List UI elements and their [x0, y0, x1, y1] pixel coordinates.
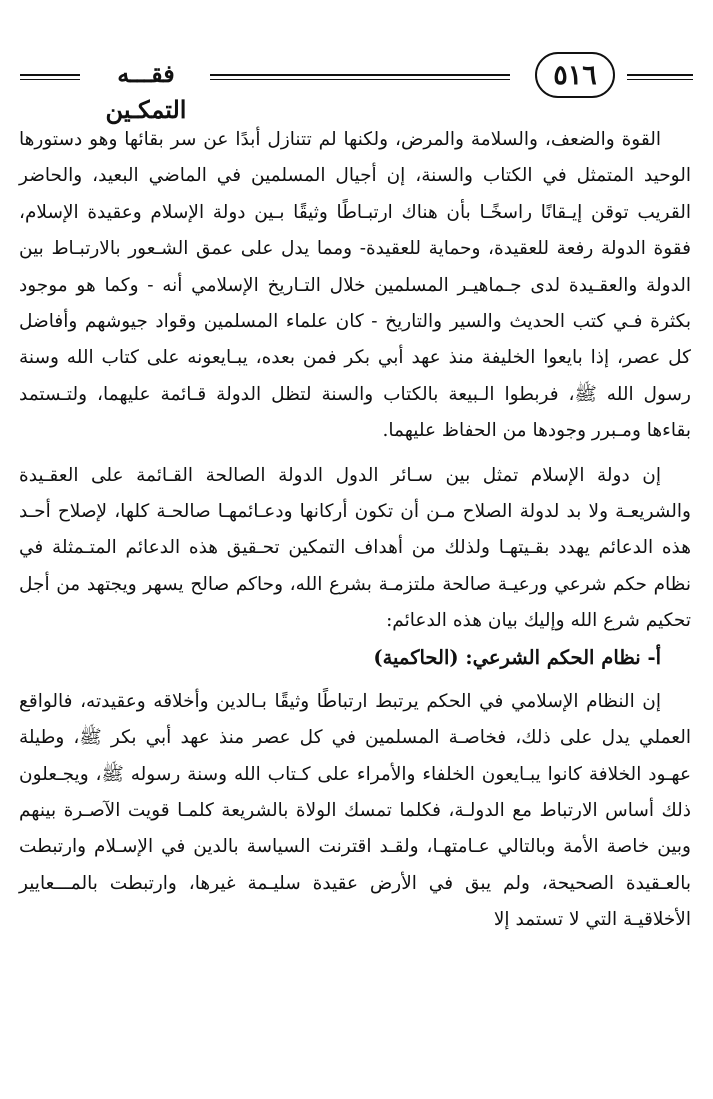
body-text — [19, 122, 691, 939]
paragraph: إن دولة الإسلام تمثل بين سـائر الدول الدولة الصالحة القـائمة على العقـيدة والشريعـة ولا بد لدولة الصلاح مـن أن تكون أركانها ودعـائمهـا صالحـة كلها، لإصلاح أحـد هذه الدعائم يهدد بقـيتهـا ولذلك من أهداف التمكين تحـقيق هذه الدعائم المتـمثلة في نظام حكم شرعي ورعيـة صالحة ملتزمـة بشرع الله، وحاكم صالح يسهر ويجتهد من أجل تحكيم شرع الله وإليك بيان هذه الدعائم: — [19, 464, 691, 632]
section-subheading: أ- نظام الحكم الشرعي: (الحاكمية) — [373, 645, 661, 669]
header-rule-right — [627, 74, 693, 80]
running-title: فقـــه التمكـين — [105, 59, 187, 124]
header-rule-left — [20, 74, 80, 80]
paragraph: إن النظام الإسلامي في الحكم يرتبط ارتباطًا وثيقًا بـالدين وأخلاقه وعقيدته، فالواقع العملي يدل على ذلك، فخاصـة المسلمين في كل عصر منذ عهد أبي بكر ﷺ، وطيلة عهـود الخلافة كانوا يبـايعون الخلفاء والأمراء على كـتاب الله وسنة رسوله ﷺ، ويجـعلون ذلك أساس الارتباط مع الدولـة، فكلما تمسك الولاة بالشريعة كلمـا قويت الآصـرة بينهم وبين خاصة الأمة وبالتالي عـامتهـا، ولقـد اقترنت السياسة بالدين في الإسـلام وارتبطت بالعـقيدة الصحيحة، ولم يبق في الأرض عقيدة سليـمة غيرها، وارتبطت بالمـــعايير الأخلاقيـة التي لا تستمد إلا — [19, 690, 691, 931]
page-number-badge: ٥١٦ — [535, 52, 615, 98]
page-header — [20, 46, 693, 124]
header-rule-middle — [210, 74, 510, 80]
paragraph: القوة والضعف، والسلامة والمرض، ولكنها لم تتنازل أبدًا عن سر بقائها وهو دستورها الوحيد المتمثل في الكتاب والسنة، إن أجيال المسلمين في الماضي البعيد، والحاضر القريب توقن إيـقانًا راسخًـا بأن هناك ارتبـاطًا وثيقًا بـين دولة الإسلام وعقيدة الإسلام، فقوة الدولة رفعة للعقيدة، وحماية للعقيدة- ومما يدل على عمق الشـعور بالارتبـاط بين الدولة والعقـيدة لدى جـماهيـر المسلمين خلال التـاريخ الإسلامي أنه - وكما هو موجود بكثرة فـي كتب الحديث والسير والتاريخ - كان علماء المسلمين وقواد جيوشهم وأفاضل كل عصر، إذا بايعوا الخليفة منذ عهد أبي بكر فمن بعده، يبـايعونه على كتاب الله وسنة رسول الله ﷺ، فربطوا الـبيعة بالكتاب والسنة لتظل الدولة قـائمة عليهما، ولتـستمد بقاءها ومـبرر وجودها من الحفاظ عليهما. — [19, 129, 691, 442]
